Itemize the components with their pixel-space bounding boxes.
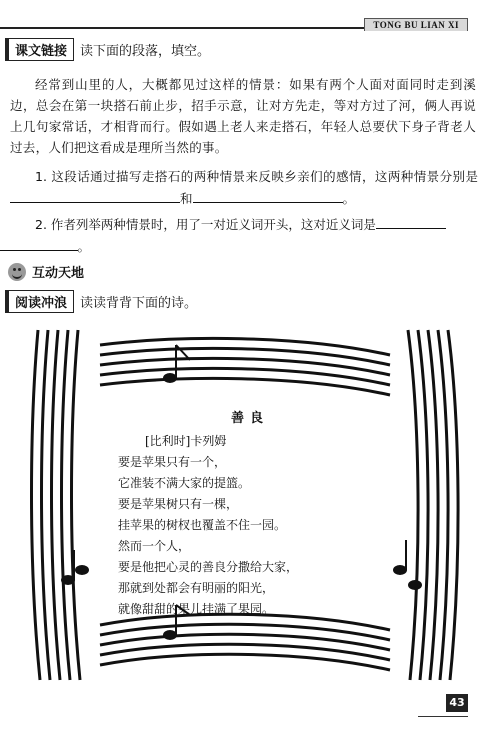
- question-2: [10, 214, 478, 258]
- smiley-icon: [8, 263, 26, 281]
- section-course-link: [8, 38, 210, 61]
- question-2-text: 2. 作者列举两种情景时，用了一对近义词开头，这对近义词是: [35, 217, 376, 232]
- series-title: TONG BU LIAN XI: [364, 18, 468, 31]
- poem-author: [比利时]卡列姆: [145, 434, 227, 448]
- question-1-end: 。: [342, 191, 356, 206]
- poem-line: 那就到处都会有明丽的阳光，: [118, 581, 275, 595]
- page-number: 43: [446, 694, 468, 712]
- question-2-end: 。: [77, 239, 91, 254]
- poem-line: 挂苹果的树杈也覆盖不住一园。: [118, 518, 287, 532]
- page-footer-rule: [418, 716, 468, 717]
- reading-passage: 经常到山里的人，大概都见过这样的情景：如果有两个人面对面同时走到溪边，总会在第一块搭石前止步，招手示意，让对方先走，等对方过了河，俩人再说上几句家常话，才相背而行。假如遇上老人来走搭石，年轻人总要伏下身子背老人过去，人们把这看成是理所当然的事。: [10, 77, 476, 155]
- poem-line: 它准装不满大家的提篮。: [118, 476, 251, 490]
- question-2-blank-2[interactable]: [0, 236, 78, 251]
- poem-line: 就像甜甜的果儿挂满了果园。: [118, 602, 275, 616]
- poem: [100, 408, 400, 620]
- question-1: [10, 166, 478, 210]
- poem-line: 然而一个人，: [118, 539, 191, 553]
- question-1-blank-2[interactable]: [193, 188, 343, 203]
- question-1-text: 1. 这段话通过描写走搭石的两种情景来反映乡亲们的感情，这两种情景分别是: [35, 169, 478, 184]
- section-label-reading-surf: 阅读冲浪: [8, 290, 74, 313]
- poem-line: 要是苹果树只有一棵，: [118, 497, 239, 511]
- question-1-and: 和: [180, 191, 193, 206]
- poem-title: 善良: [230, 411, 269, 426]
- poem-line: 要是苹果只有一个，: [118, 455, 227, 469]
- section-instruction-reading-surf: 读读背背下面的诗。: [80, 296, 198, 311]
- section-instruction-course-link: 读下面的段落，填空。: [80, 44, 211, 59]
- section-interaction: [8, 262, 84, 281]
- poem-line: 要是他把心灵的善良分撒给大家，: [118, 560, 299, 574]
- question-1-blank-1[interactable]: [10, 188, 180, 203]
- section-label-course-link: 课文链接: [8, 38, 74, 61]
- section-label-interaction: 互动天地: [32, 266, 85, 281]
- question-2-blank-1[interactable]: [376, 214, 446, 229]
